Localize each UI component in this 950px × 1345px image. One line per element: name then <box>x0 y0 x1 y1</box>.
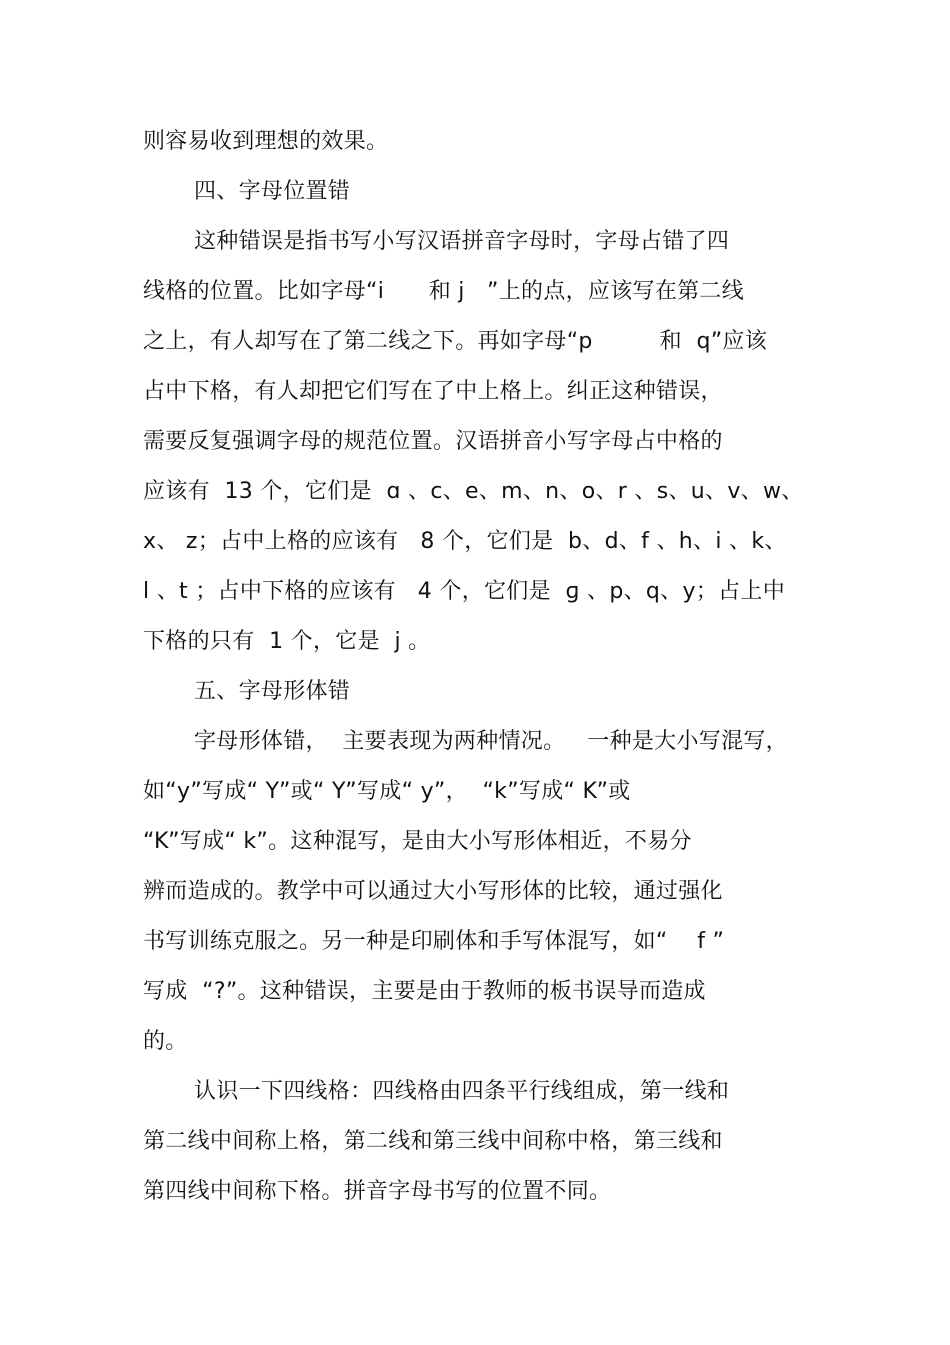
text-line-6: 占中下格，有人却把它们写在了中上格上。纠正这种错误， <box>143 379 723 404</box>
text-line-13: 字母形体错， 主要表现为两种情况。 一种是大小写混写， <box>194 729 788 754</box>
text-line-19: 的。 <box>143 1029 188 1054</box>
text-line-17: 书写训练克服之。另一种是印刷体和手写体混写，如“ f ” <box>143 929 725 954</box>
text-line-20: 认识一下四线格：四线格由四条平行线组成，第一线和 <box>194 1079 730 1104</box>
text-line-5: 之上，有人却写在了第二线之下。再如字母“p 和 q”应该 <box>143 329 768 354</box>
text-line-9: x、 z；占中上格的应该有 8 个，它们是 b、d、f 、h、i 、k、 <box>143 529 787 554</box>
text-line-7: 需要反复强调字母的规范位置。汉语拼音小写字母占中格的 <box>143 429 723 454</box>
text-line-16: 辨而造成的。教学中可以通过大小写形体的比较，通过强化 <box>143 879 723 904</box>
text-line-4: 线格的位置。比如字母“i 和 j ”上的点，应该写在第二线 <box>143 279 745 304</box>
text-line-15: “K”写成“ k”。这种混写，是由大小写形体相近，不易分 <box>143 829 692 854</box>
text-line-14: 如“y”写成“ Y”或“ Y”写成“ y”， “k”写成“ K”或 <box>143 779 631 804</box>
text-line-21: 第二线中间称上格，第二线和第三线中间称中格，第三线和 <box>143 1129 723 1154</box>
text-line-3: 这种错误是指书写小写汉语拼音字母时，字母占错了四 <box>194 229 730 254</box>
text-line-1: 则容易收到理想的效果。 <box>143 129 389 154</box>
text-line-18: 写成 “?”。这种错误，主要是由于教师的板书误导而造成 <box>143 979 706 1004</box>
section-heading-5: 五、字母形体错 <box>194 679 351 704</box>
text-line-8: 应该有 13 个，它们是 ɑ 、c、e、m、n、o、r 、s、u、v、w、 <box>143 479 804 504</box>
text-line-22: 第四线中间称下格。拼音字母书写的位置不同。 <box>143 1179 612 1204</box>
text-line-11: 下格的只有 1 个，它是 j 。 <box>143 629 431 654</box>
section-heading-4: 四、字母位置错 <box>194 179 351 204</box>
text-line-10: l 、t ；占中下格的应该有 4 个，它们是 ɡ 、p、q、y；占上中 <box>143 579 785 604</box>
